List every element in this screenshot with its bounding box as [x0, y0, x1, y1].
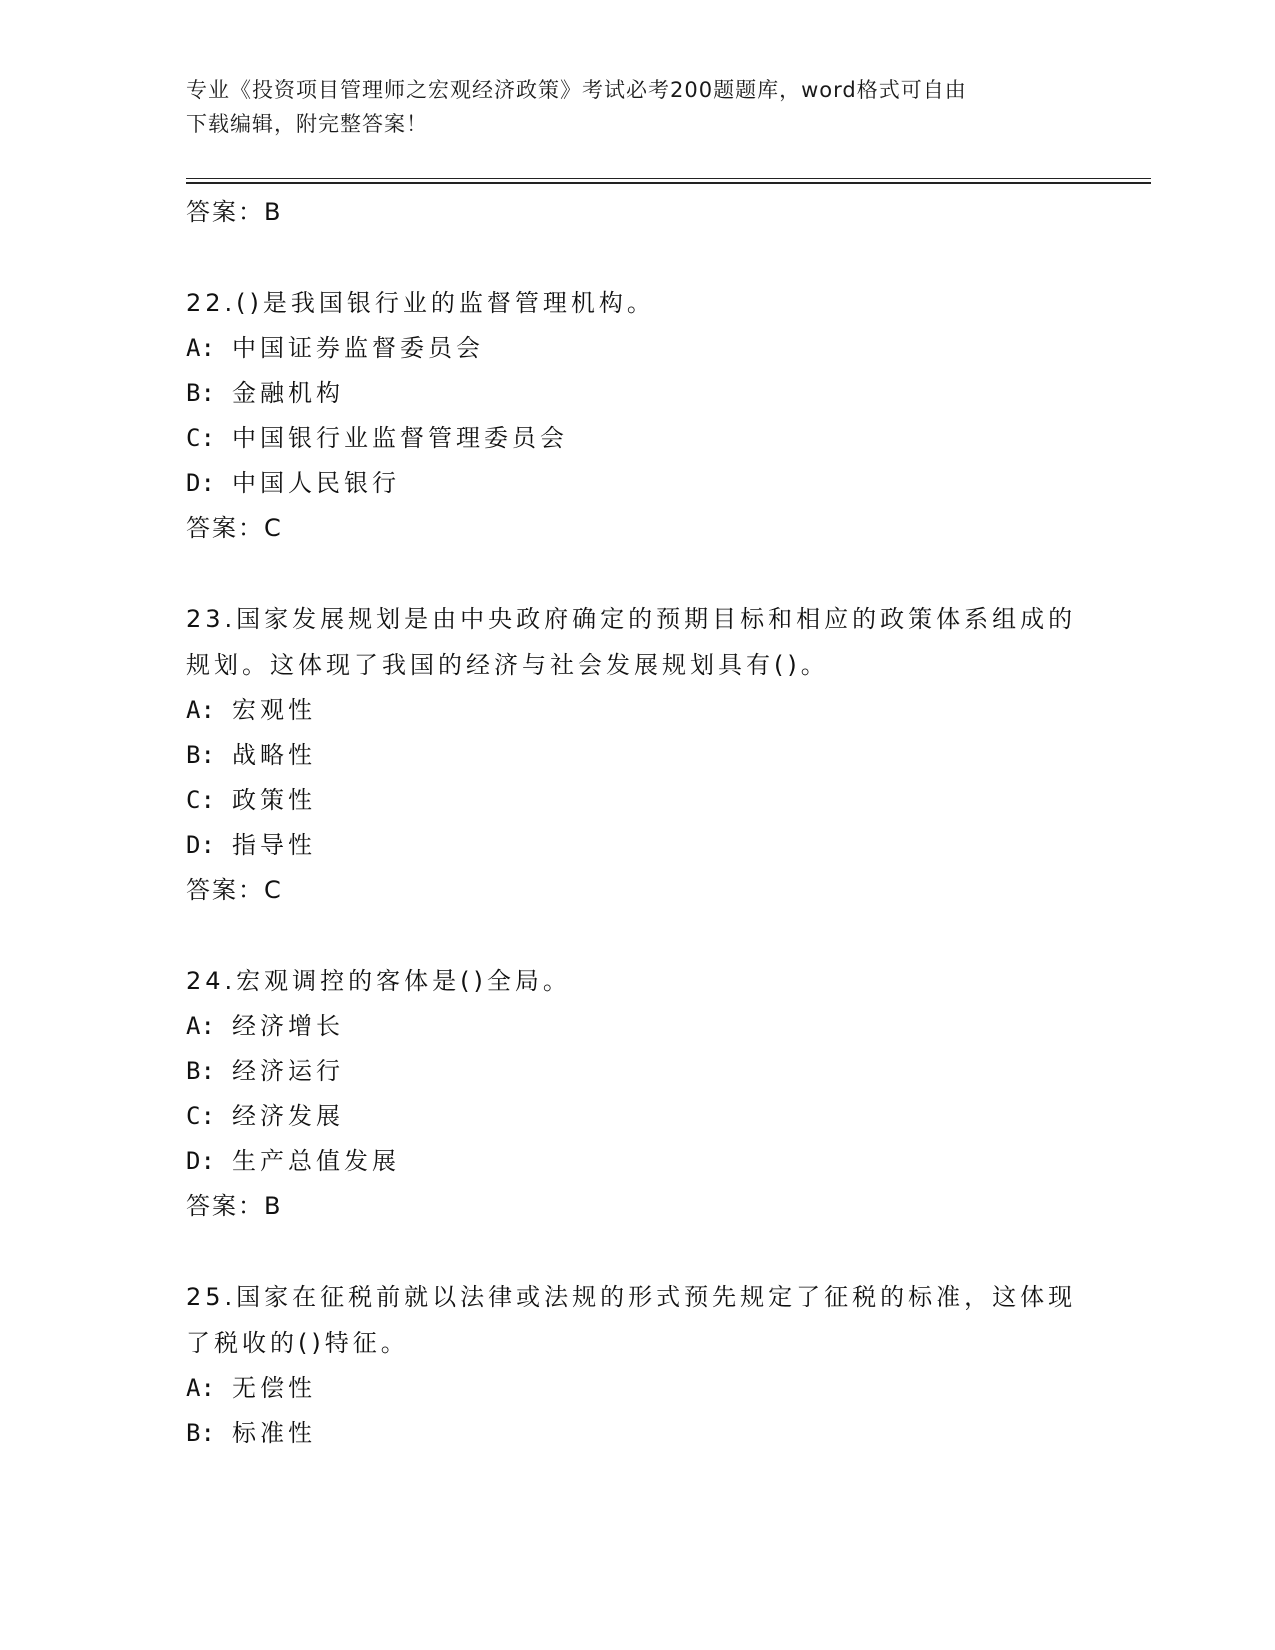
- answer-line: 答案：B: [186, 1192, 283, 1220]
- spacer: [186, 1228, 1086, 1274]
- option-key: B:: [186, 379, 215, 407]
- option-text: 生产总值发展: [232, 1147, 400, 1175]
- option-key: C:: [186, 1102, 215, 1130]
- option-d: [186, 823, 1086, 868]
- option-a: [186, 1004, 1086, 1049]
- spacer: [186, 234, 1086, 280]
- option-key: A:: [186, 1012, 215, 1040]
- question-text: 22.()是我国银行业的监督管理机构。: [186, 289, 655, 317]
- answer-line: 答案：B: [186, 198, 283, 226]
- option-c: [186, 416, 1086, 461]
- option-text: 经济运行: [232, 1057, 344, 1085]
- header-divider-thin: [186, 178, 1151, 179]
- option-text: 无偿性: [232, 1374, 316, 1402]
- option-text: 战略性: [232, 741, 316, 769]
- option-text: 经济发展: [232, 1102, 344, 1130]
- question-block: [186, 958, 1086, 1228]
- option-key: D:: [186, 831, 215, 859]
- option-text: 金融机构: [232, 379, 344, 407]
- question-list: [186, 190, 1086, 1456]
- option-a: [186, 688, 1086, 733]
- option-key: D:: [186, 469, 215, 497]
- header-line-2: 下载编辑，附完整答案！: [186, 112, 428, 136]
- option-text: 政策性: [232, 786, 316, 814]
- option-key: B:: [186, 1057, 215, 1085]
- option-key: C:: [186, 786, 215, 814]
- header-line-1: 专业《投资项目管理师之宏观经济政策》考试必考200题题库，word格式可自由: [186, 78, 967, 102]
- question-text: 23.国家发展规划是由中央政府确定的预期目标和相应的政策体系组成的规划。这体现了我国的经济与社会发展规划具有()。: [186, 605, 1077, 679]
- document-header: [186, 73, 1066, 141]
- answer-line: 答案：C: [186, 514, 283, 542]
- option-text: 标准性: [232, 1419, 316, 1447]
- option-key: B:: [186, 1419, 215, 1447]
- spacer: [186, 912, 1086, 958]
- option-text: 指导性: [232, 831, 316, 859]
- option-key: A:: [186, 696, 215, 724]
- option-b: [186, 1049, 1086, 1094]
- option-text: 宏观性: [232, 696, 316, 724]
- option-key: D:: [186, 1147, 215, 1175]
- option-d: [186, 1139, 1086, 1184]
- option-c: [186, 1094, 1086, 1139]
- option-b: [186, 1411, 1086, 1456]
- question-block: [186, 280, 1086, 550]
- header-divider-thick: [186, 182, 1151, 184]
- option-c: [186, 778, 1086, 823]
- question-text: 24.宏观调控的客体是()全局。: [186, 967, 571, 995]
- option-a: [186, 1366, 1086, 1411]
- option-key: A:: [186, 334, 215, 362]
- option-d: [186, 461, 1086, 506]
- answer-line: 答案：C: [186, 876, 283, 904]
- option-b: [186, 371, 1086, 416]
- question-text: 25.国家在征税前就以法律或法规的形式预先规定了征税的标准，这体现了税收的()特征。: [186, 1283, 1077, 1357]
- option-text: 中国银行业监督管理委员会: [232, 424, 568, 452]
- question-block: [186, 596, 1086, 912]
- option-text: 中国人民银行: [232, 469, 400, 497]
- option-text: 经济增长: [232, 1012, 344, 1040]
- option-b: [186, 733, 1086, 778]
- option-text: 中国证券监督委员会: [232, 334, 484, 362]
- spacer: [186, 550, 1086, 596]
- question-block: [186, 1274, 1086, 1456]
- option-key: C:: [186, 424, 215, 452]
- option-key: B:: [186, 741, 215, 769]
- option-a: [186, 326, 1086, 371]
- option-key: A:: [186, 1374, 215, 1402]
